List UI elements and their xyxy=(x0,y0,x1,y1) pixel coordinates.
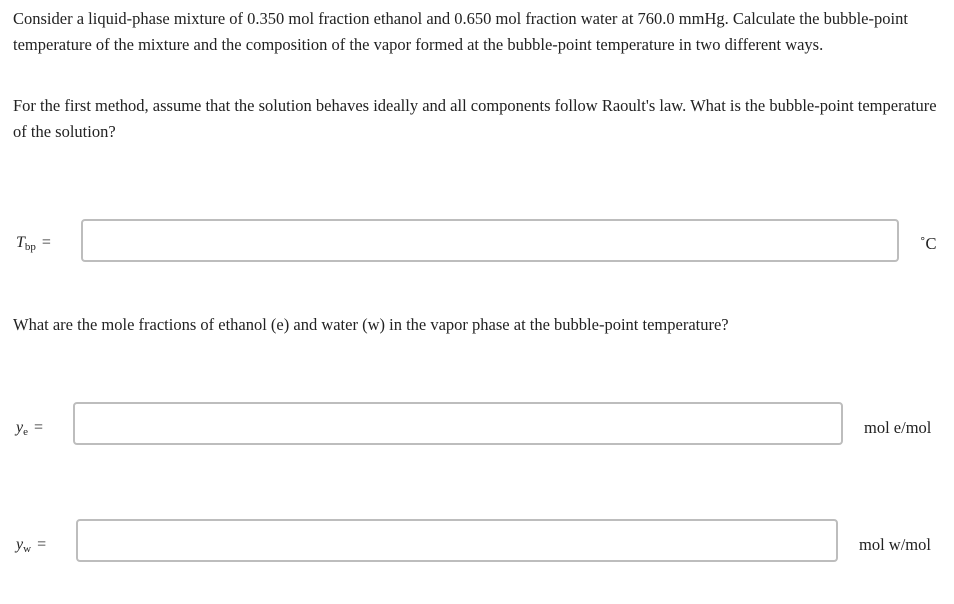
question-part2: What are the mole fractions of ethanol (e) and water (w) in the vapor phase at the bubble-point temperature? xyxy=(13,315,729,334)
yw-symbol: y xyxy=(16,536,24,553)
ye-symbol: y xyxy=(16,419,24,436)
yw-label xyxy=(16,536,46,555)
ye-unit: mol e/mol xyxy=(864,418,932,437)
yw-input[interactable] xyxy=(76,519,838,562)
yw-unit: mol w/mol xyxy=(859,535,931,554)
ye-input[interactable] xyxy=(73,402,843,445)
question-part1: For the first method, assume that the solution behaves ideally and all components follow Raoult's law. What is the bubble-point temperature of the solution? xyxy=(13,96,937,141)
ye-equals: = xyxy=(34,419,44,436)
ye-subscript: e xyxy=(23,426,28,438)
tbp-unit: ˚C xyxy=(920,234,937,253)
tbp-input[interactable] xyxy=(81,219,899,262)
tbp-symbol: T xyxy=(16,234,25,251)
yw-subscript: w xyxy=(23,543,32,555)
yw-equals: = xyxy=(37,536,47,553)
tbp-label xyxy=(16,234,51,253)
tbp-equals: = xyxy=(41,234,51,251)
tbp-subscript: bp xyxy=(24,241,36,253)
ye-label xyxy=(16,419,43,438)
question-intro: Consider a liquid-phase mixture of 0.350 mol fraction ethanol and 0.650 mol fraction water at 760.0 mmHg. Calculate the bubble-point temperature of the mixture and the composition of the vapor formed at the bubble-point temperature in two different ways. xyxy=(13,9,908,54)
